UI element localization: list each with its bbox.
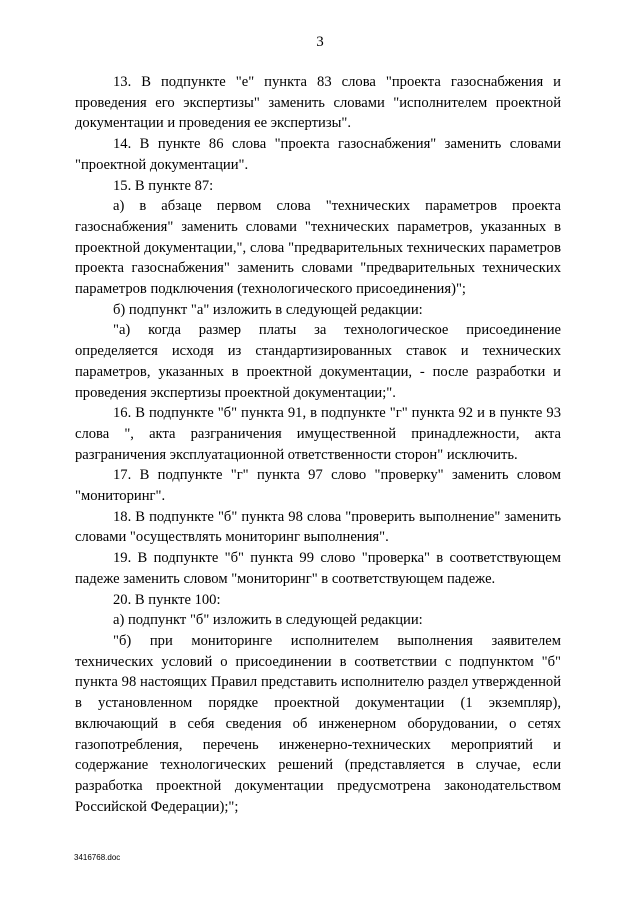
paragraph-15-b-text: "а) когда размер платы за технологическое присоединение определяется исходя из стандартизированных ставок и технических параметров, указанных в проектной документации, - после разработки и проведения экспертизы проектной документации;". bbox=[75, 322, 561, 401]
paragraph-14: 14. В пункте 86 слова "проекта газоснабжения" заменить словами "проектной документации". bbox=[75, 136, 561, 173]
document-body bbox=[75, 72, 561, 817]
paragraph-17: 17. В подпункте "г" пункта 97 слово "проверку" заменить словом "мониторинг". bbox=[75, 467, 561, 505]
paragraph-19: 19. В подпункте "б" пункта 99 слово "проверка" в соответствующем падеже заменить словом "мониторинг" в соответствующем падеже. bbox=[75, 550, 561, 587]
paragraph-20-a: а) подпункт "б" изложить в следующей редакции: bbox=[113, 612, 423, 629]
paragraph-20: 20. В пункте 100: bbox=[113, 591, 221, 608]
paragraph-13: 13. В подпункте "е" пункта 83 слова "проекта газоснабжения и проведения его экспертизы" заменить словами "исполнителем проектной документации и проведения ее экспертизы". bbox=[75, 74, 561, 132]
paragraph-18: 18. В подпункте "б" пункта 98 слова "проверить выполнение" заменить словами "осуществлять мониторинг выполнения". bbox=[75, 508, 561, 546]
paragraph-15-b: б) подпункт "а" изложить в следующей редакции: bbox=[113, 301, 423, 318]
paragraph-16: 16. В подпункте "б" пункта 91, в подпункте "г" пункта 92 и в пункте 93 слова ", акта разграничения имущественной принадлежности, акта разграничения эксплуатационной ответственности сторон" исключить. bbox=[75, 405, 561, 463]
paragraph-15-a: а) в абзаце первом слова "технических параметров проекта газоснабжения" заменить словами "технических параметров, указанных в проектной документации,", слова "предварительных технических параметров проекта газоснабжения" заменить словами "предварительных технических параметров подключения (технологического присоединения)"; bbox=[75, 198, 561, 298]
file-name-footer: 3416768.doc bbox=[74, 853, 121, 862]
page-number: 3 bbox=[316, 34, 324, 50]
paragraph-15: 15. В пункте 87: bbox=[113, 177, 214, 194]
paragraph-20-a-text: "б) при мониторинге исполнителем выполнения заявителем технических условий о присоединении в соответствии с подпунктом "б" пункта 98 настоящих Правил представить исполнителю раздел утвержденной в установленном порядке проектной документации (1 экземпляр), включающий в себя сведения об инженерном оборудовании, о сетях газопотребления, перечень инженерно-технических мероприятий и содержание технологических решений (представляется в случае, если разработка проектной документации предусмотрена законодательством Российской Федерации);"; bbox=[75, 632, 561, 815]
